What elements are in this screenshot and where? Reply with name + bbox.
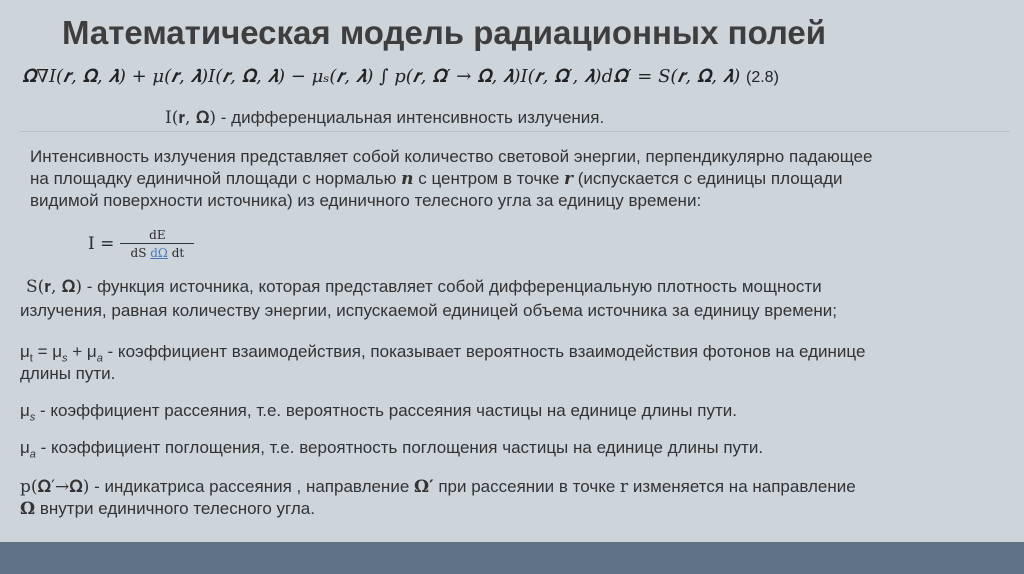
mu-t-symbol: μ xyxy=(20,342,30,361)
intensity-definition-text: - дифференциальная интенсивность излучения. xyxy=(216,108,605,127)
equation-body: 𝛀∇𝐼(𝒓, 𝛀, 𝝀) + 𝜇(𝒓, 𝝀)𝐼(𝒓, 𝛀, 𝝀) − 𝜇ₛ(𝒓, 𝝀) ∫ 𝑝(𝒓, 𝛀′ → 𝛀, 𝝀)𝐼(𝒓, 𝛀′, 𝝀)𝑑𝛀′ = 𝑆(𝒓, 𝛀, 𝝀) xyxy=(22,66,741,87)
phase-text-a: - индикатриса рассеяния , направление xyxy=(89,477,414,496)
omega-symbol: 𝛀 xyxy=(20,499,36,519)
mu-t-text: - коэффициент взаимодействия, показывает вероятность взаимодействия фотонов на единице xyxy=(102,342,866,361)
divider xyxy=(20,131,1010,132)
point-symbol: 𝒓 xyxy=(564,169,574,189)
mu-s-symbol: μ xyxy=(20,401,30,420)
source-symbol: S(𝐫, 𝛀) xyxy=(26,277,82,297)
intensity-desc-line2-c: (испускается с единицы площади xyxy=(573,169,843,188)
fraction-numerator: dE xyxy=(149,228,166,242)
intensity-desc-line2 xyxy=(30,168,843,190)
omega-prime-symbol: 𝛀′ xyxy=(414,477,434,497)
slide-title: Математическая модель радиационных полей xyxy=(62,14,827,51)
equation-number: (2.8) xyxy=(746,69,779,86)
phase-text-line2: внутри единичного телесного угла. xyxy=(35,499,315,518)
phase-symbol: p(𝛀′→𝛀) xyxy=(20,477,90,497)
mu-t-definition-line1 xyxy=(20,341,865,369)
mu-t-eq: = μ xyxy=(32,342,63,361)
transport-equation xyxy=(22,66,779,87)
phase-text-b: при рассеянии в точке xyxy=(433,477,620,496)
mu-t-definition-line2: длины пути. xyxy=(20,364,116,383)
mu-a-definition xyxy=(20,437,763,465)
source-definition-text: - функция источника, которая представляет собой дифференциальную плотность мощности xyxy=(81,277,822,296)
den-ds: dS xyxy=(130,246,151,260)
mu-a-def-sub: a xyxy=(29,448,36,461)
mu-s-def-sub: s xyxy=(29,411,36,424)
mu-a-text: - коэффициент поглощения, т.е. вероятность поглощения частицы на единице длины пути. xyxy=(35,438,764,457)
mu-t-sub: t xyxy=(29,352,33,365)
den-domega-link[interactable]: dΩ xyxy=(150,246,168,260)
phase-definition-line1 xyxy=(20,476,856,498)
phase-text-c: изменяется на направление xyxy=(628,477,856,496)
fraction xyxy=(120,228,194,260)
fraction-denominator xyxy=(131,244,185,260)
source-definition-line1 xyxy=(26,276,822,298)
mu-a-sub: a xyxy=(96,352,103,365)
r-symbol: r xyxy=(620,477,629,497)
source-definition-line2: излучения, равная количеству энергии, испускаемой единицей объема источника за единицу времени; xyxy=(20,301,837,320)
mu-t-plus: + μ xyxy=(67,342,97,361)
intensity-desc-line1: Интенсивность излучения представляет собой количество световой энергии, перпендикулярно падающее xyxy=(30,147,873,166)
intensity-desc-line2-a: на площадку единичной площади с нормалью xyxy=(30,169,402,188)
intensity-formula xyxy=(88,228,194,260)
normal-symbol: 𝒏 xyxy=(401,169,414,189)
phase-definition-line2 xyxy=(20,498,315,520)
den-dt: dt xyxy=(167,246,185,260)
mu-a-symbol: μ xyxy=(20,438,30,457)
intensity-symbol: I(𝐫, 𝛀) xyxy=(165,108,217,128)
intensity-desc-line3: видимой поверхности источника) из единичного телесного угла за единицу времени: xyxy=(30,191,702,210)
footer-bar xyxy=(0,542,1024,574)
intensity-definition xyxy=(165,107,604,129)
intensity-formula-lhs: I = xyxy=(88,234,115,254)
mu-s-definition xyxy=(20,400,737,428)
mu-s-text: - коэффициент рассеяния, т.е. вероятность рассеяния частицы на единице длины пути. xyxy=(35,401,737,420)
mu-s-sub: s xyxy=(62,352,68,365)
intensity-desc-line2-b: с центром в точке xyxy=(413,169,565,188)
